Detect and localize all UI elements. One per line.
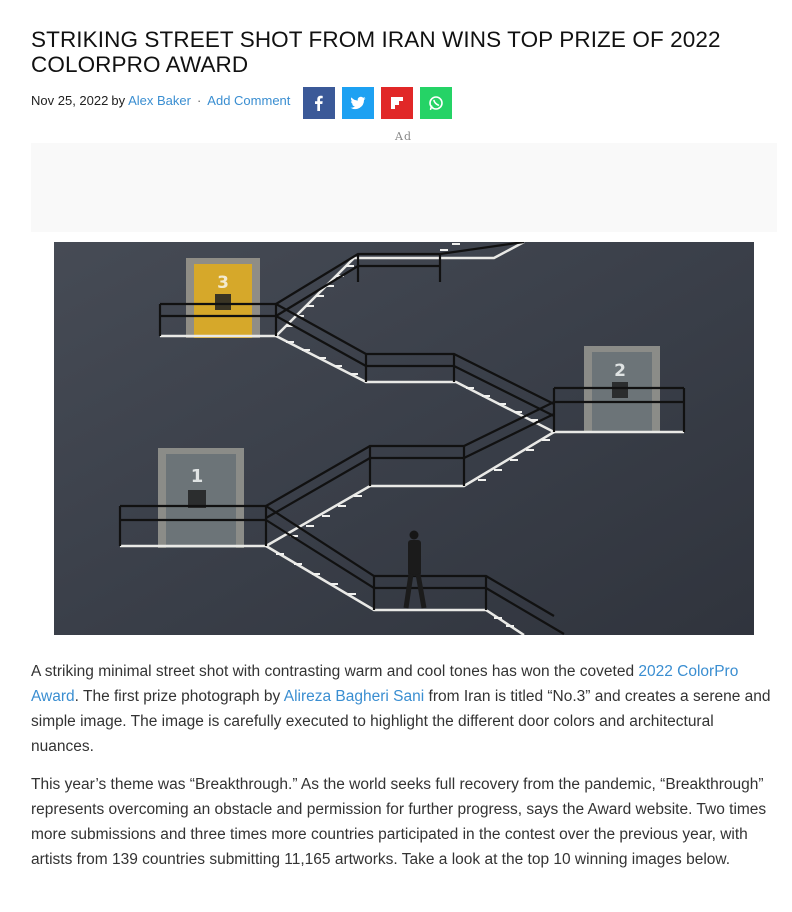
add-comment-link[interactable]: Add Comment (207, 93, 291, 108)
whatsapp-share-button[interactable] (420, 87, 452, 119)
twitter-icon (350, 95, 366, 111)
door-1 (158, 448, 244, 548)
ad-slot (31, 143, 777, 232)
author-link[interactable]: Alex Baker (128, 93, 191, 108)
paragraph-2: This year’s theme was “Breakthrough.” As the world seeks full recovery from the pandemic, “Breakthrough” represents overcoming an obstacle and permission for further progress, says the Award website. Two times more submissions and three times more countries participated in the contest over the previous year, with artists from 139 countries submitting 11,165 artworks. Take a look at the top 10 winning images below. (31, 776, 767, 868)
byline-prefix: by (111, 93, 126, 108)
door-3-number: 3 (217, 273, 229, 293)
featured-photo (54, 242, 754, 635)
twitter-share-button[interactable] (342, 87, 374, 119)
article-meta (31, 93, 290, 108)
article-title: STRIKING STREET SHOT FROM IRAN WINS TOP PRIZE OF 2022 COLORPRO AWARD (31, 27, 721, 77)
colorpro-award-link[interactable]: 2022 ColorPro Award (31, 663, 739, 705)
photographer-link[interactable]: Alireza Bagheri Sani (283, 688, 425, 705)
paragraph-1-text-b: . The first prize photograph by (74, 688, 284, 705)
whatsapp-icon (428, 95, 444, 111)
staircase-photo-illustration (54, 242, 754, 635)
post-date: Nov 25, 2022 (31, 93, 109, 108)
door-3 (186, 258, 260, 338)
paragraph-1-text-c: from Iran is titled “No.3” and creates a serene and simple image. The image is carefully executed to highlight the different door colors and architectural nuances. (31, 688, 771, 755)
ad-label: Ad (395, 130, 412, 143)
paragraph-1 (31, 659, 777, 759)
flipboard-icon (389, 95, 405, 111)
share-buttons (303, 87, 452, 119)
paragraph-1-text-a: A striking minimal street shot with contrasting warm and cool tones has won the coveted (31, 663, 639, 680)
article-body (31, 659, 777, 885)
door-1-number: 1 (190, 466, 204, 487)
facebook-share-button[interactable] (303, 87, 335, 119)
facebook-icon (311, 95, 327, 111)
meta-separator: · (196, 93, 202, 108)
door-2-number: 2 (614, 361, 626, 381)
flipboard-share-button[interactable] (381, 87, 413, 119)
